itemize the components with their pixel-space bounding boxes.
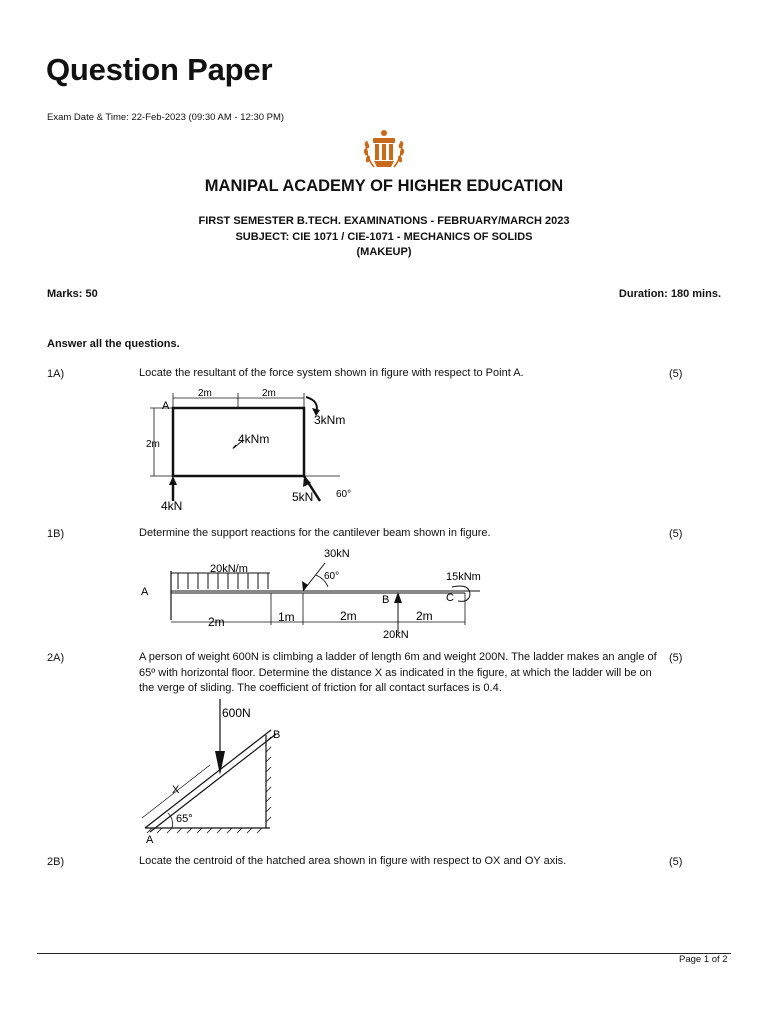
question-number: 2A) bbox=[47, 652, 65, 664]
fig1b-reaction-20: 20kN bbox=[383, 629, 409, 641]
fig2a-x-label: X bbox=[172, 784, 180, 796]
fig1a-moment-4: 4kNm bbox=[238, 432, 270, 446]
fig1b-dim-1: 2m bbox=[208, 615, 225, 629]
figure-2a bbox=[140, 697, 300, 849]
question-text: Determine the support reactions for the cantilever beam shown in figure. bbox=[139, 527, 491, 539]
question-text: Locate the centroid of the hatched area shown in figure with respect to OX and OY axis. bbox=[139, 855, 567, 867]
question-number: 1B) bbox=[47, 528, 65, 540]
fig1b-angle: 60° bbox=[324, 571, 340, 582]
figure-1a bbox=[140, 383, 380, 513]
institution-name: MANIPAL ACADEMY OF HIGHER EDUCATION bbox=[204, 177, 564, 195]
page-number: Page 1 of 2 bbox=[679, 954, 728, 965]
question-marks: (5) bbox=[669, 856, 683, 868]
fig1b-point-a: A bbox=[141, 586, 149, 598]
fig2a-point-a: A bbox=[146, 834, 154, 846]
fig1b-point-c: C bbox=[446, 592, 454, 604]
fig2a-weight: 600N bbox=[222, 706, 251, 720]
question-marks: (5) bbox=[669, 528, 683, 540]
fig1b-dim-4: 2m bbox=[416, 609, 433, 623]
figure-1b bbox=[140, 545, 490, 645]
subject-line: SUBJECT: CIE 1071 / CIE-1071 - MECHANICS OF SOLIDS bbox=[235, 231, 533, 243]
fig1a-dim-2: 2m bbox=[262, 388, 276, 399]
fig2a-angle: 65° bbox=[176, 813, 193, 825]
question-text: A person of weight 600N is climbing a ladder of length 6m and weight 200N. The ladder makes an angle of 65º with horizontal floor. Determine the distance X as indicated in the figure, at which the ladder will be on the verge of sliding. The coefficient of friction for all contact surfaces is 0.4. bbox=[139, 651, 657, 694]
fig1a-dim-1: 2m bbox=[198, 388, 212, 399]
university-logo-icon bbox=[358, 127, 410, 175]
fig1a-force-4: 4kN bbox=[161, 499, 183, 513]
fig1b-dim-2: 1m bbox=[278, 610, 295, 624]
fig1a-point-a: A bbox=[162, 400, 170, 412]
fig1b-point-b: B bbox=[382, 594, 390, 606]
exam-date: Exam Date & Time: 22-Feb-2023 (09:30 AM - 12:30 PM) bbox=[47, 112, 285, 123]
fig1b-udl: 20kN/m bbox=[210, 563, 248, 575]
footer-divider bbox=[37, 953, 731, 954]
marks-label: Marks: 50 bbox=[47, 288, 98, 300]
fig1b-load-30: 30kN bbox=[324, 548, 350, 560]
fig1a-angle: 60° bbox=[336, 489, 352, 500]
fig1a-dim-3: 2m bbox=[146, 439, 160, 450]
question-number: 2B) bbox=[47, 856, 65, 868]
question-marks: (5) bbox=[669, 368, 683, 380]
instruction: Answer all the questions. bbox=[47, 338, 180, 350]
fig1a-force-5: 5kN bbox=[292, 490, 314, 504]
question-number: 1A) bbox=[47, 368, 65, 380]
makeup-line: (MAKEUP) bbox=[356, 246, 412, 258]
semester-line: FIRST SEMESTER B.TECH. EXAMINATIONS - FEBRUARY/MARCH 2023 bbox=[198, 215, 570, 227]
fig1a-moment-3: 3kNm bbox=[314, 413, 346, 427]
question-text: Locate the resultant of the force system shown in figure with respect to Point A. bbox=[139, 367, 524, 379]
fig1b-moment-15: 15kNm bbox=[446, 571, 481, 583]
page-title: Question Paper bbox=[46, 52, 273, 87]
duration-label: Duration: 180 mins. bbox=[618, 288, 721, 300]
question-marks: (5) bbox=[669, 652, 683, 664]
fig1b-dim-3: 2m bbox=[340, 609, 357, 623]
fig2a-point-b: B bbox=[273, 729, 281, 741]
